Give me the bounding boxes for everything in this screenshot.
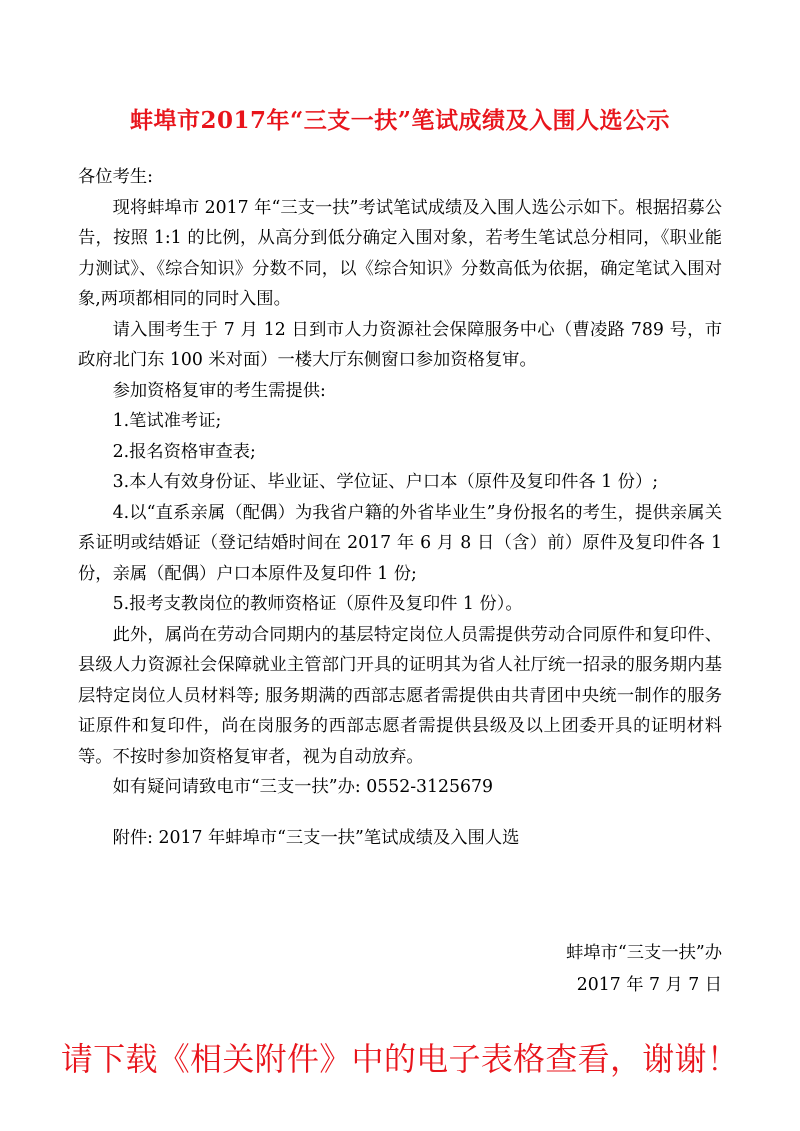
requirement-item-4: 4.以“直系亲属（配偶）为我省户籍的外省毕业生”身份报名的考生，提供亲属关系证明或结婚证（登记结婚时间在 2017 年 6 月 8 日（含）前）原件及复印件各 1 份，亲属（配偶）户口本原件及复印件 1 份; bbox=[78, 502, 722, 584]
signature-date: 2017 年 7 月 7 日 bbox=[576, 975, 722, 995]
document-title: 蚌埠市2017年“三支一扶”笔试成绩及入围人选公示 bbox=[130, 107, 670, 134]
paragraph-requirements-heading: 参加资格复审的考生需提供: bbox=[112, 380, 326, 401]
spacer bbox=[78, 803, 722, 823]
download-notice: 请下载《相关附件》中的电子表格查看，谢谢！ bbox=[60, 1040, 740, 1078]
requirement-item-2: 2.报名资格审查表; bbox=[112, 441, 256, 462]
salutation: 各位考生: bbox=[78, 167, 153, 187]
document-body bbox=[78, 162, 722, 853]
paragraph-intro: 现将蚌埠市 2017 年“三支一扶”考试笔试成绩及入围人选公示如下。根据招募公告，按照 1:1 的比例，从高分到低分确定入围对象，若考生笔试总分相同，《职业能力测试》、《综合知识》分数不同，以《综合知识》分数高低为依据，确定笔试入围对象,两项都相同的同时入围。 bbox=[78, 197, 722, 309]
requirement-item-1: 1.笔试准考证; bbox=[112, 411, 222, 431]
paragraph-contact: 如有疑问请致电市“三支一扶”办: 0552-3125679 bbox=[112, 777, 494, 797]
paragraph-attachment: 附件: 2017 年蚌埠市“三支一扶”笔试成绩及入围人选 bbox=[112, 827, 520, 848]
requirement-item-5: 5.报考支教岗位的教师资格证（原件及复印件 1 份）。 bbox=[112, 594, 523, 614]
paragraph-review-notice: 请入围考生于 7 月 12 日到市人力资源社会保障服务中心（曹凌路 789 号，市政府北门东 100 米对面）一楼大厅东侧窗口参加资格复审。 bbox=[78, 319, 722, 370]
paragraph-additional: 此外，属尚在劳动合同期内的基层特定岗位人员需提供劳动合同原件和复印件、县级人力资源社会保障就业主管部门开具的证明其为省人社厅统一招录的服务期内基层特定岗位人员材料等; 服务期满的西部志愿者需提供由共青团中央统一制作的服务证原件和复印件，尚在岗服务的西部志愿者需提供县级及以上团委开具的证明材料等。不按时参加资格复审者，视为自动放弃。 bbox=[78, 624, 722, 767]
requirement-item-3: 3.本人有效身份证、毕业证、学位证、户口本（原件及复印件各 1 份）; bbox=[112, 472, 659, 492]
signature-organization: 蚌埠市“三支一扶”办 bbox=[566, 943, 722, 963]
